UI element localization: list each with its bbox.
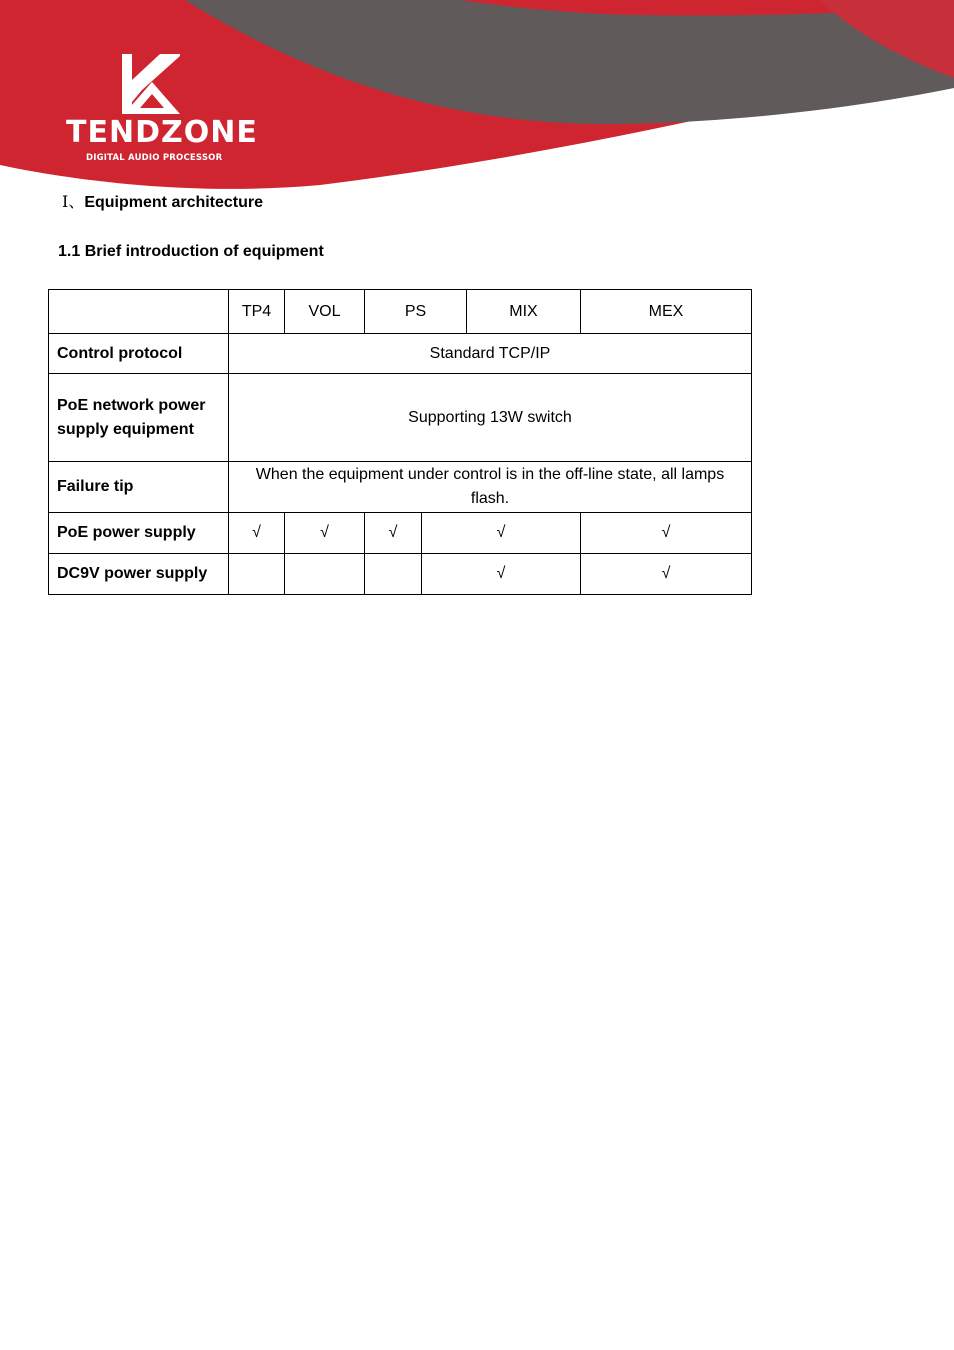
check-cell-vol: √ (285, 513, 365, 554)
section-numeral: Ⅰ、 (62, 192, 85, 211)
brand-name: TENDZONE (66, 115, 258, 150)
header-cell-vol: VOL (285, 290, 365, 334)
brand-logo-icon (120, 54, 182, 114)
header-cell-mex: MEX (581, 290, 752, 334)
header-cell-empty (49, 290, 229, 334)
row-label: PoE network power supply equipment (49, 374, 229, 462)
row-label: DC9V power supply (49, 554, 229, 595)
check-cell-tp4 (229, 554, 285, 595)
check-cell-vol (285, 554, 365, 595)
check-cell-mex: √ (581, 513, 752, 554)
table-row-control-protocol (49, 334, 752, 374)
equipment-table (48, 289, 752, 595)
table-row-poe-network (49, 374, 752, 462)
row-label: Failure tip (49, 462, 229, 513)
header-cell-ps: PS (365, 290, 467, 334)
row-label: PoE power supply (49, 513, 229, 554)
table-row-poe-power (49, 513, 752, 554)
section-title: Equipment architecture (84, 194, 264, 211)
subsection-heading: 1.1 Brief introduction of equipment (58, 243, 324, 260)
row-label: Control protocol (49, 334, 229, 374)
row-value: Standard TCP/IP (229, 334, 752, 374)
row-value: Supporting 13W switch (229, 374, 752, 462)
section-heading (62, 192, 263, 213)
table-row-dc9v-power (49, 554, 752, 595)
check-cell-ps: √ (365, 513, 422, 554)
check-cell-mix: √ (422, 513, 581, 554)
row-value: When the equipment under control is in the off-line state, all lamps flash. (229, 462, 752, 513)
table-header-row (49, 290, 752, 334)
check-cell-tp4: √ (229, 513, 285, 554)
table-row-failure-tip (49, 462, 752, 513)
check-cell-mex: √ (581, 554, 752, 595)
check-cell-ps (365, 554, 422, 595)
header-cell-mix: MIX (467, 290, 581, 334)
check-cell-mix: √ (422, 554, 581, 595)
header-cell-tp4: TP4 (229, 290, 285, 334)
brand-tagline: DIGITAL AUDIO PROCESSOR (86, 153, 223, 163)
